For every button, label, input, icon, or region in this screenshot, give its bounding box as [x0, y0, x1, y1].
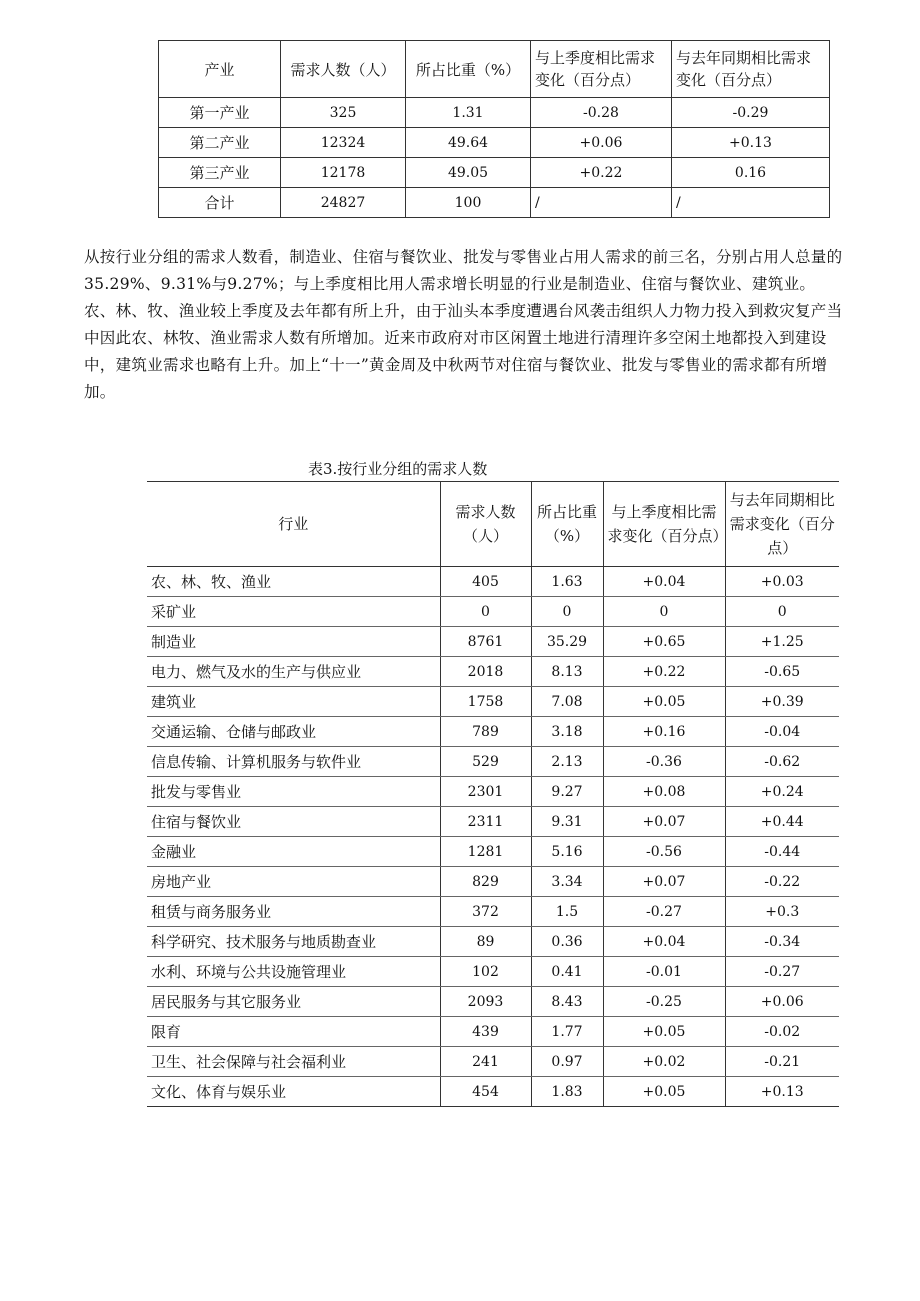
table-row	[147, 807, 839, 837]
table-cell: 2.13	[531, 747, 603, 777]
table-cell: +0.16	[603, 717, 725, 747]
table-cell: 102	[440, 957, 531, 987]
table-cell: 居民服务与其它服务业	[147, 987, 440, 1017]
table-cell: 金融业	[147, 837, 440, 867]
table-cell: +0.13	[672, 128, 830, 158]
table-cell: 241	[440, 1047, 531, 1077]
table-cell: 829	[440, 867, 531, 897]
table-row	[147, 927, 839, 957]
table-cell: -0.29	[672, 98, 830, 128]
table-row	[147, 777, 839, 807]
table-cell: 8761	[440, 627, 531, 657]
table-cell: +0.02	[603, 1047, 725, 1077]
table-row	[147, 1077, 839, 1107]
table-cell: 12178	[281, 158, 406, 188]
table-cell: +0.07	[603, 867, 725, 897]
header-cell: 所占比重（%）	[531, 482, 603, 567]
table-cell: 100	[406, 188, 531, 218]
table-cell: 89	[440, 927, 531, 957]
table-cell: 水利、环境与公共设施管理业	[147, 957, 440, 987]
table-cell: 租赁与商务服务业	[147, 897, 440, 927]
table-cell: +0.03	[725, 567, 839, 597]
industry-demand-table	[147, 481, 839, 1107]
table-cell: -0.02	[725, 1017, 839, 1047]
table-cell: 文化、体育与娱乐业	[147, 1077, 440, 1107]
table-cell: 3.34	[531, 867, 603, 897]
table-cell: 电力、燃气及水的生产与供应业	[147, 657, 440, 687]
table-cell: 1758	[440, 687, 531, 717]
table-row	[159, 128, 830, 158]
header-cell: 与上季度相比需求变化（百分点）	[603, 482, 725, 567]
table-cell: 0	[603, 597, 725, 627]
table-row	[147, 837, 839, 867]
table-cell: 2093	[440, 987, 531, 1017]
header-cell: 需求人数（人）	[440, 482, 531, 567]
table-cell: 2301	[440, 777, 531, 807]
table-cell: +0.22	[531, 158, 672, 188]
table-cell: +0.05	[603, 1017, 725, 1047]
table-cell: 7.08	[531, 687, 603, 717]
table-cell: 405	[440, 567, 531, 597]
table-cell: 1.77	[531, 1017, 603, 1047]
table-cell: -0.25	[603, 987, 725, 1017]
table-cell: 5.16	[531, 837, 603, 867]
table-cell: 9.31	[531, 807, 603, 837]
table-cell: 1.5	[531, 897, 603, 927]
table-row	[147, 687, 839, 717]
table-cell: 35.29	[531, 627, 603, 657]
table-cell: +0.06	[725, 987, 839, 1017]
table-header-row	[147, 482, 839, 567]
table-row	[147, 957, 839, 987]
table-cell: +0.39	[725, 687, 839, 717]
table-cell: 0.97	[531, 1047, 603, 1077]
table-row	[159, 158, 830, 188]
table-row	[147, 987, 839, 1017]
table-cell: 采矿业	[147, 597, 440, 627]
table-cell: -0.27	[725, 957, 839, 987]
table-cell: 住宿与餐饮业	[147, 807, 440, 837]
table-cell: +0.22	[603, 657, 725, 687]
header-cell: 需求人数（人）	[281, 41, 406, 98]
table-cell: 325	[281, 98, 406, 128]
table-row	[159, 98, 830, 128]
table-cell: 0	[531, 597, 603, 627]
table-cell: 439	[440, 1017, 531, 1047]
table-cell: 制造业	[147, 627, 440, 657]
table-cell: 建筑业	[147, 687, 440, 717]
table-row	[147, 897, 839, 927]
table-cell: 1.83	[531, 1077, 603, 1107]
table-cell: 24827	[281, 188, 406, 218]
table-cell: 交通运输、仓储与邮政业	[147, 717, 440, 747]
table-header-row	[159, 41, 830, 98]
table-body	[147, 567, 839, 1107]
table-cell: /	[672, 188, 830, 218]
table-cell: 49.64	[406, 128, 531, 158]
table-cell: 0	[725, 597, 839, 627]
table-cell: 合计	[159, 188, 281, 218]
table-cell: -0.01	[603, 957, 725, 987]
table-cell: 第二产业	[159, 128, 281, 158]
table-cell: 8.43	[531, 987, 603, 1017]
table-cell: +0.05	[603, 687, 725, 717]
table-cell: -0.22	[725, 867, 839, 897]
table-row	[147, 597, 839, 627]
table-row	[159, 188, 830, 218]
table-cell: -0.65	[725, 657, 839, 687]
table-row	[147, 867, 839, 897]
table-cell: 372	[440, 897, 531, 927]
table-cell: 1.31	[406, 98, 531, 128]
header-cell: 行业	[147, 482, 440, 567]
table-row	[147, 567, 839, 597]
table-cell: 1281	[440, 837, 531, 867]
table-row	[147, 657, 839, 687]
header-cell: 与去年同期相比需求变化（百分点）	[725, 482, 839, 567]
header-cell: 所占比重（%）	[406, 41, 531, 98]
table-cell: /	[531, 188, 672, 218]
table-cell: +0.13	[725, 1077, 839, 1107]
table-row	[147, 717, 839, 747]
table-cell: 9.27	[531, 777, 603, 807]
table-cell: 第一产业	[159, 98, 281, 128]
table-cell: -0.62	[725, 747, 839, 777]
table-cell: 454	[440, 1077, 531, 1107]
analysis-paragraph: 从按行业分组的需求人数看，制造业、住宿与餐饮业、批发与零售业占用人需求的前三名，分别占用人总量的35.29%、9.31%与9.27%；与上季度相比用人需求增长明显的行业是制造业、住宿与餐饮业、建筑业。农、林、牧、渔业较上季度及去年都有所上升，由于汕头本季度遭遇台风袭击组织人力物力投入到救灾复产当中因此农、林牧、渔业需求人数有所增加。近来市政府对市区闲置土地进行清理许多空闲土地都投入到建设中，建筑业需求也略有上升。加上“十一”黄金周及中秋两节对住宿与餐饮业、批发与零售业的需求都有所增加。	[84, 248, 843, 401]
header-cell: 与上季度相比需求变化（百分点）	[531, 41, 672, 98]
industry-sector-table	[158, 40, 830, 218]
table-cell: -0.56	[603, 837, 725, 867]
table-cell: +0.24	[725, 777, 839, 807]
table-cell: 12324	[281, 128, 406, 158]
table-cell: -0.28	[531, 98, 672, 128]
table-cell: 789	[440, 717, 531, 747]
table-cell: -0.36	[603, 747, 725, 777]
table-row	[147, 1017, 839, 1047]
table-cell: 1.63	[531, 567, 603, 597]
table-cell: +0.08	[603, 777, 725, 807]
table-cell: 529	[440, 747, 531, 777]
table-cell: +0.04	[603, 927, 725, 957]
table-cell: 农、林、牧、渔业	[147, 567, 440, 597]
table-cell: 限育	[147, 1017, 440, 1047]
table-cell: 0.16	[672, 158, 830, 188]
table-cell: 2311	[440, 807, 531, 837]
table-cell: 第三产业	[159, 158, 281, 188]
table-cell: 0.36	[531, 927, 603, 957]
table-cell: +0.05	[603, 1077, 725, 1107]
table-cell: +0.3	[725, 897, 839, 927]
table-cell: 0.41	[531, 957, 603, 987]
table-cell: +0.07	[603, 807, 725, 837]
table-row	[147, 1047, 839, 1077]
table-cell: +1.25	[725, 627, 839, 657]
table-cell: +0.44	[725, 807, 839, 837]
table-cell: -0.44	[725, 837, 839, 867]
header-cell: 与去年同期相比需求变化（百分点）	[672, 41, 830, 98]
table-cell: 8.13	[531, 657, 603, 687]
table-row	[147, 747, 839, 777]
table-cell: +0.06	[531, 128, 672, 158]
table-cell: 卫生、社会保障与社会福利业	[147, 1047, 440, 1077]
table-cell: 信息传输、计算机服务与软件业	[147, 747, 440, 777]
header-cell: 产业	[159, 41, 281, 98]
table-row	[147, 627, 839, 657]
table-cell: -0.27	[603, 897, 725, 927]
table-cell: 49.05	[406, 158, 531, 188]
table-cell: 批发与零售业	[147, 777, 440, 807]
table-cell: +0.65	[603, 627, 725, 657]
table-cell: +0.04	[603, 567, 725, 597]
table-cell: 科学研究、技术服务与地质勘查业	[147, 927, 440, 957]
table-cell: 3.18	[531, 717, 603, 747]
table-cell: 房地产业	[147, 867, 440, 897]
table-cell: 2018	[440, 657, 531, 687]
table-cell: -0.04	[725, 717, 839, 747]
table-cell: -0.34	[725, 927, 839, 957]
table-caption: 表3.按行业分组的需求人数	[308, 460, 488, 478]
table-cell: -0.21	[725, 1047, 839, 1077]
table-cell: 0	[440, 597, 531, 627]
